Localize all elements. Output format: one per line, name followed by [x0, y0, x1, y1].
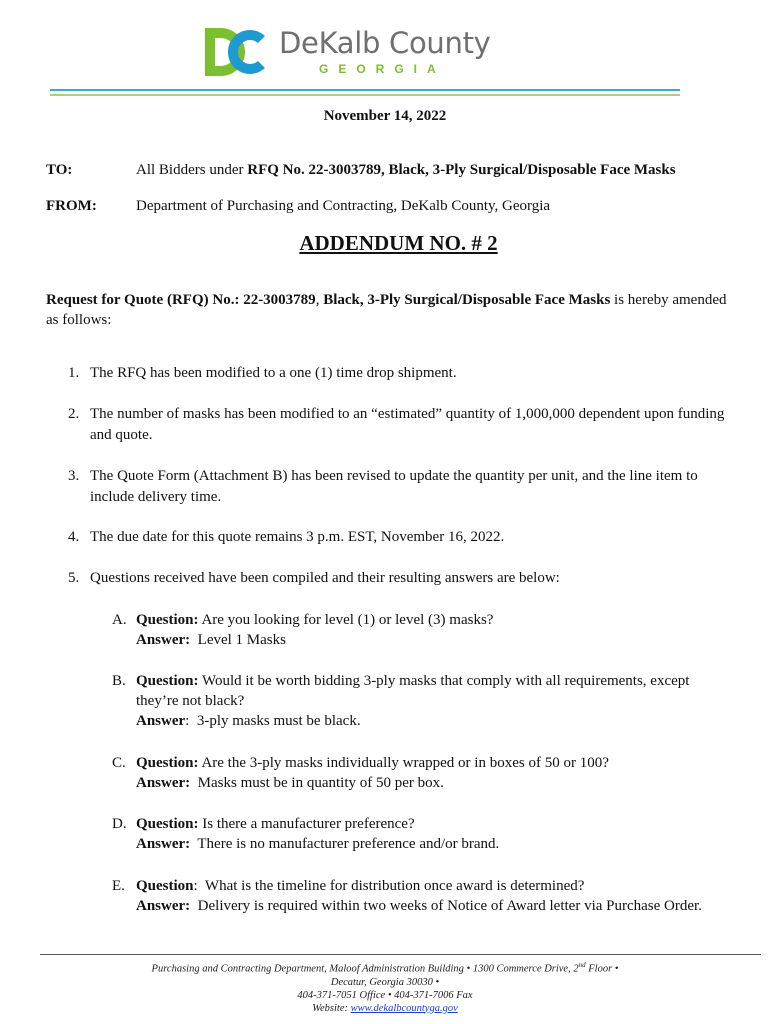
question-label: Question:	[136, 673, 199, 689]
footer-rule	[40, 954, 761, 955]
letter-date: November 14, 2022	[323, 108, 447, 124]
from-value: Department of Purchasing and Contracting, DeKalb County, Georgia	[136, 198, 551, 214]
qa-body	[136, 610, 726, 650]
item-text	[90, 404, 724, 446]
answer-label: Answer:	[136, 898, 191, 914]
footer-phone: 404-371-7051 Office • 404-371-7006 Fax	[297, 989, 473, 1001]
question-label: Question	[136, 878, 194, 894]
question-label: Question:	[136, 755, 199, 771]
item-line: include delivery time.	[90, 489, 222, 505]
footer-floor: Floor •	[585, 963, 619, 975]
qa-body	[136, 814, 726, 854]
dc-logo-mark-icon	[203, 26, 267, 78]
item-number: 4.	[68, 529, 80, 545]
to-prefix: All Bidders under	[136, 162, 248, 178]
question-label: Question:	[136, 612, 199, 628]
question-text: Are you looking for level (1) or level (3) masks?	[198, 612, 494, 628]
to-value	[136, 162, 676, 179]
footer-website-label: Website:	[312, 1002, 351, 1014]
qa-letter: C.	[112, 755, 126, 771]
footer	[0, 959, 770, 1015]
question-text: : What is the timeline for distribution once award is determined?	[193, 878, 585, 894]
item-number: 3.	[68, 468, 80, 484]
answer-label: Answer	[136, 713, 186, 729]
question-text: Is there a manufacturer preference?	[198, 816, 415, 832]
item-number: 5.	[68, 570, 80, 586]
answer-label: Answer:	[136, 775, 191, 791]
question-label: Question:	[136, 816, 199, 832]
item-text	[90, 568, 560, 589]
qa-body	[136, 671, 726, 731]
logo-name: DeKalb County	[279, 26, 491, 60]
answer-text: Delivery is required within two weeks of Notice of Award letter via Purchase Order.	[190, 898, 702, 914]
qa-letter: D.	[112, 816, 127, 832]
intro-sep: ,	[315, 292, 324, 308]
question-text: Would it be worth bidding 3-ply masks that comply with all requirements, except	[198, 673, 690, 689]
answer-text: Masks must be in quantity of 50 per box.	[190, 775, 444, 791]
qa-letter: E.	[112, 878, 125, 894]
answer-text: There is no manufacturer preference and/or brand.	[190, 836, 500, 852]
qa-letter: A.	[112, 612, 127, 628]
answer-label: Answer:	[136, 632, 191, 648]
intro-paragraph	[46, 290, 732, 330]
item-number: 1.	[68, 365, 80, 381]
question-text: they’re not black?	[136, 693, 245, 709]
intro-rfq-number: Request for Quote (RFQ) No.: 22-3003789	[46, 292, 316, 308]
item-line: The due date for this quote remains 3 p.m. EST, November 16, 2022.	[90, 529, 505, 545]
footer-address: Purchasing and Contracting Department, Maloof Administration Building • 1300 Commerce Drive, 2	[151, 963, 579, 975]
item-text	[90, 363, 457, 384]
footer-city: Decatur, Georgia 30030 •	[330, 976, 440, 988]
from-label: FROM:	[46, 198, 97, 214]
header-rule-green	[50, 94, 680, 96]
item-text	[90, 466, 698, 508]
qa-letter: B.	[112, 673, 126, 689]
item-line: The Quote Form (Attachment B) has been revised to update the quantity per unit, and the line item to	[90, 468, 698, 484]
intro-rest: is hereby amended	[610, 292, 727, 308]
footer-superscript: nd	[578, 961, 586, 969]
item-number: 2.	[68, 406, 80, 422]
intro-line2: as follows:	[46, 312, 112, 328]
logo-state: GEORGIA	[319, 62, 446, 76]
to-label: TO:	[46, 162, 73, 178]
dekalb-county-logo	[203, 24, 493, 80]
intro-rfq-title: Black, 3-Ply Surgical/Disposable Face Masks	[323, 292, 611, 308]
item-text	[90, 527, 504, 548]
item-line: The number of masks has been modified to an “estimated” quantity of 1,000,000 dependent upon funding	[90, 406, 725, 422]
question-text: Are the 3-ply masks individually wrapped or in boxes of 50 or 100?	[198, 755, 609, 771]
header-rule-blue	[50, 89, 680, 91]
answer-text: : 3-ply masks must be black.	[185, 713, 361, 729]
item-line: Questions received have been compiled and their resulting answers are below:	[90, 570, 560, 586]
qa-body	[136, 876, 726, 916]
qa-body	[136, 753, 726, 793]
website-link[interactable]: www.dekalbcountyga.gov	[350, 1002, 458, 1014]
addendum-title: ADDENDUM NO. # 2	[299, 231, 498, 255]
answer-text: Level 1 Masks	[190, 632, 286, 648]
answer-label: Answer:	[136, 836, 191, 852]
item-line: The RFQ has been modified to a one (1) time drop shipment.	[90, 365, 457, 381]
item-line: and quote.	[90, 427, 153, 443]
to-rfq: RFQ No. 22-3003789, Black, 3-Ply Surgical/Disposable Face Masks	[247, 162, 676, 178]
